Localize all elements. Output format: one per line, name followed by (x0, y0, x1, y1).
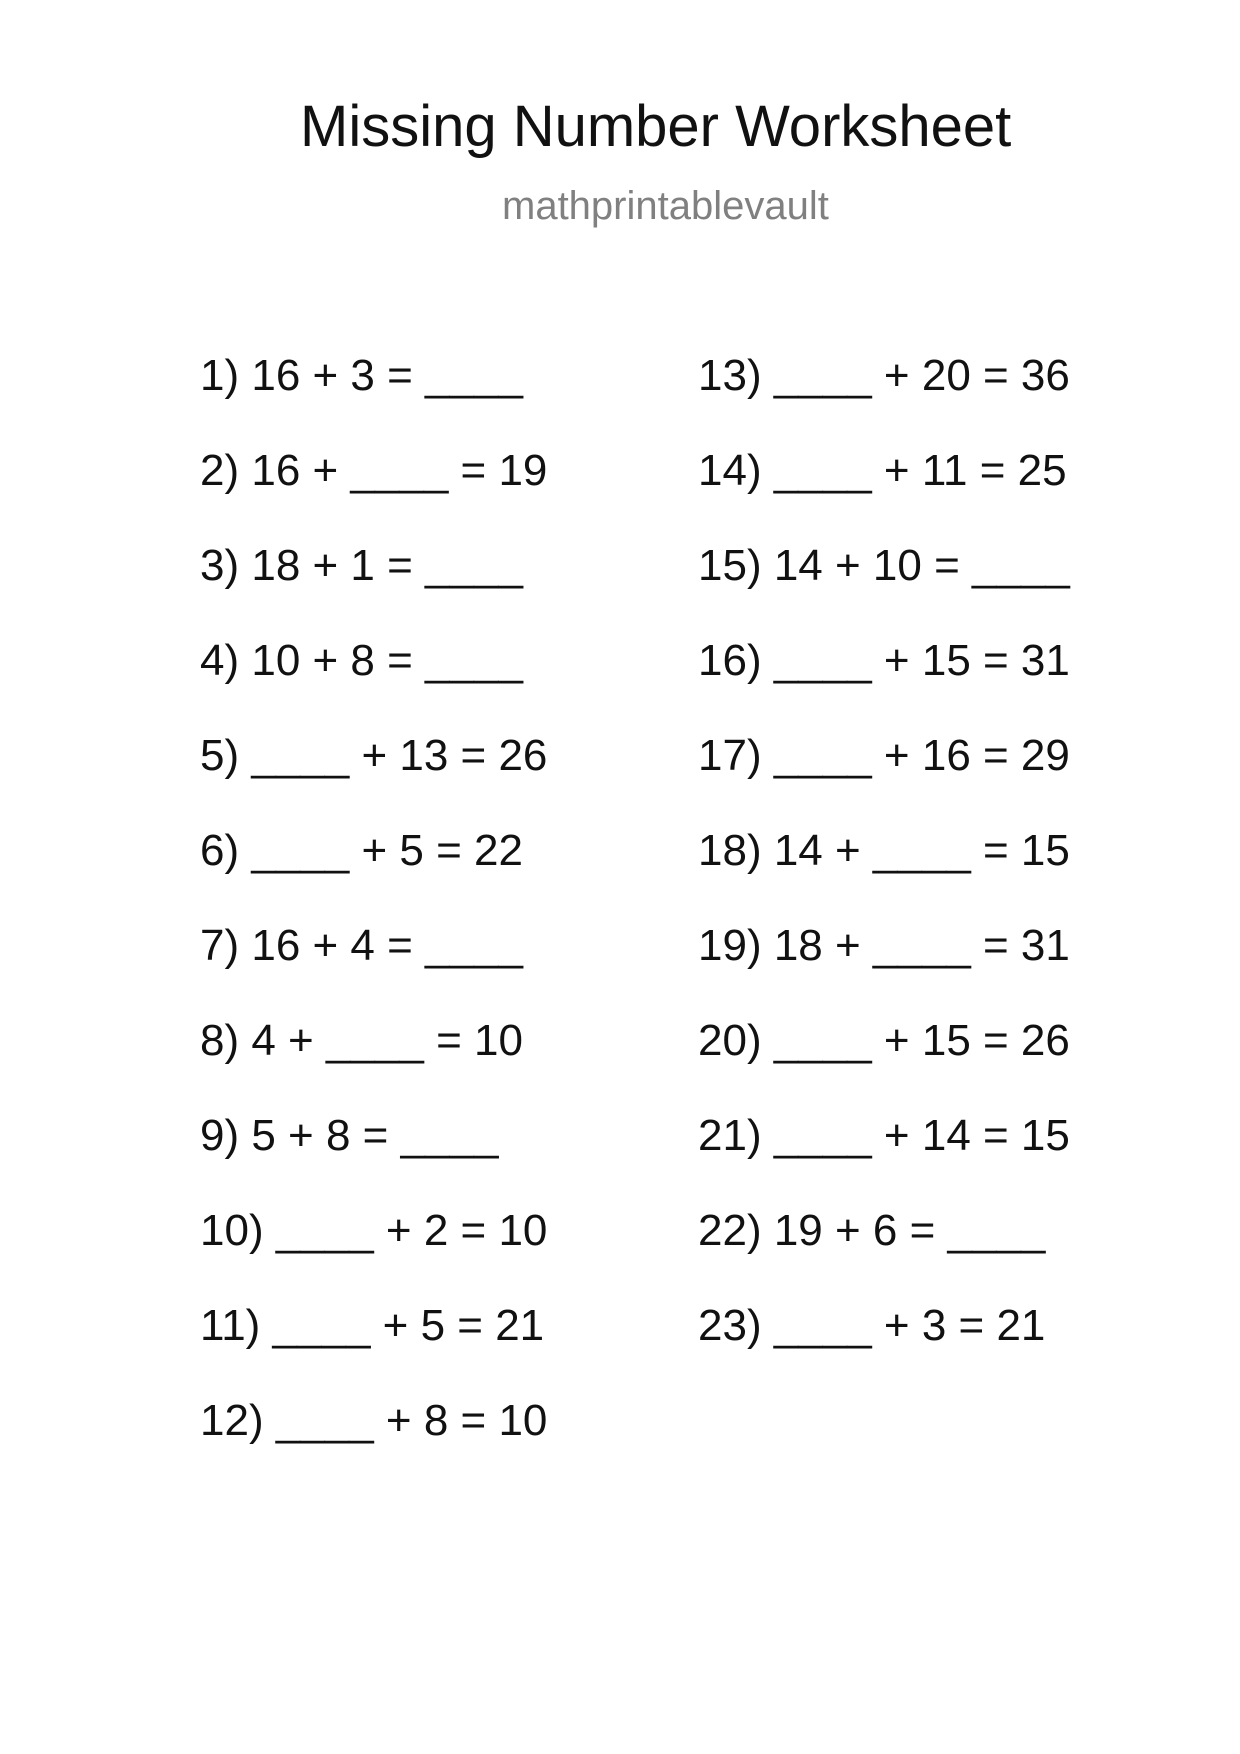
problem-item: 23) ____ + 3 = 21 (698, 1301, 1046, 1350)
problem-item: 7) 16 + 4 = ____ (200, 921, 523, 970)
problem-item: 10) ____ + 2 = 10 (200, 1206, 548, 1255)
problem-item: 19) 18 + ____ = 31 (698, 921, 1070, 970)
page-title: Missing Number Worksheet (300, 94, 1012, 159)
problem-column-right (698, 351, 1070, 1399)
problem-item: 4) 10 + 8 = ____ (200, 636, 523, 685)
problem-item: 14) ____ + 11 = 25 (698, 446, 1067, 495)
problem-item: 22) 19 + 6 = ____ (698, 1206, 1046, 1255)
problem-item: 13) ____ + 20 = 36 (698, 351, 1070, 400)
problem-item: 1) 16 + 3 = ____ (200, 351, 523, 400)
problem-item: 9) 5 + 8 = ____ (200, 1111, 499, 1160)
problem-item: 12) ____ + 8 = 10 (200, 1396, 548, 1445)
problem-column-left (200, 351, 548, 1494)
problem-item: 8) 4 + ____ = 10 (200, 1016, 523, 1065)
problem-item: 20) ____ + 15 = 26 (698, 1016, 1070, 1065)
problem-item: 18) 14 + ____ = 15 (698, 826, 1070, 875)
problem-item: 6) ____ + 5 = 22 (200, 826, 523, 875)
problem-item: 16) ____ + 15 = 31 (698, 636, 1070, 685)
problem-item: 21) ____ + 14 = 15 (698, 1111, 1070, 1160)
problem-item: 2) 16 + ____ = 19 (200, 446, 548, 495)
problem-item: 5) ____ + 13 = 26 (200, 731, 548, 780)
problem-item: 17) ____ + 16 = 29 (698, 731, 1070, 780)
problem-item: 15) 14 + 10 = ____ (698, 541, 1070, 590)
problem-item: 11) ____ + 5 = 21 (200, 1301, 545, 1350)
problem-item: 3) 18 + 1 = ____ (200, 541, 523, 590)
page-subtitle: mathprintablevault (502, 184, 829, 228)
